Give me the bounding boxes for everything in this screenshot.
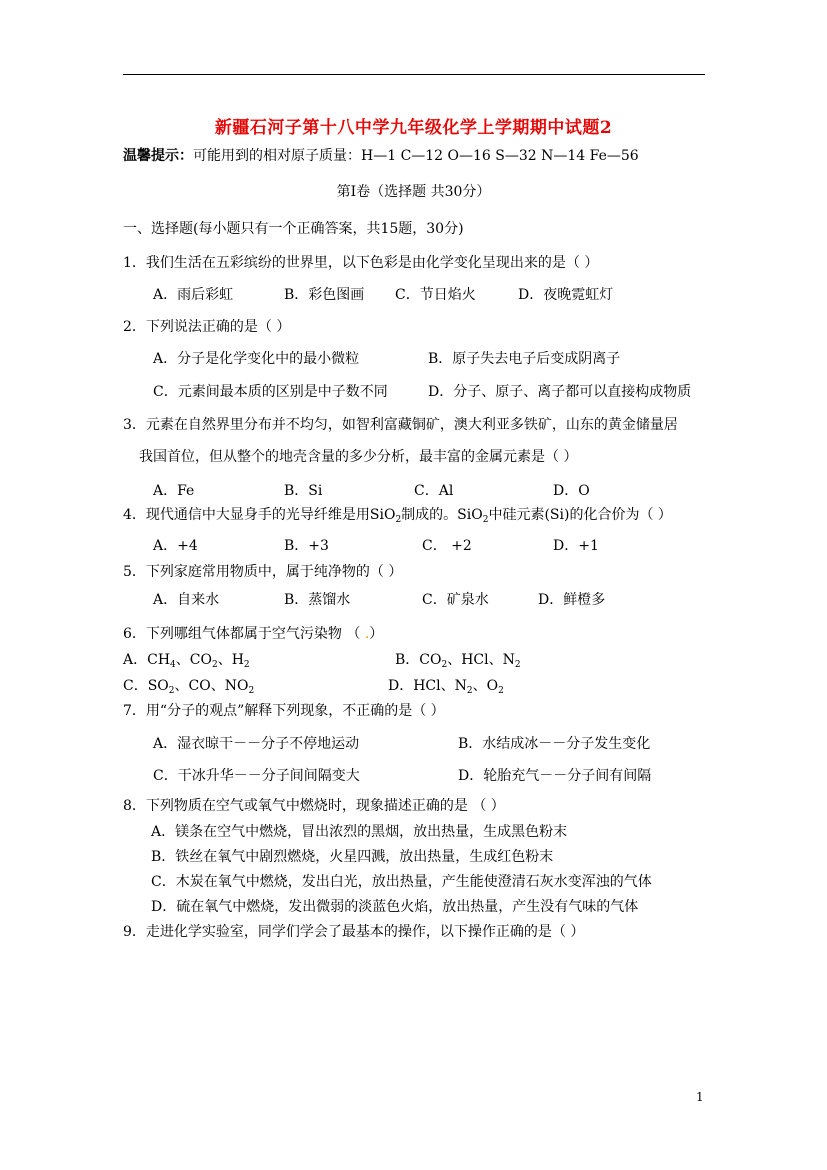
q4-option-c: C． +2 — [422, 538, 472, 554]
q4-subscript-1: 2 — [395, 515, 402, 525]
page-title: 新疆石河子第十八中学九年级化学上学期期中试题2 — [214, 118, 613, 138]
q6-stem — [123, 625, 383, 643]
q5-option-c: C．矿泉水 — [422, 592, 489, 608]
q4-option-d: D．+1 — [553, 538, 599, 554]
q2-option-b: B．原子失去电子后变成阴离子 — [428, 351, 621, 367]
hint-line — [123, 147, 639, 165]
hint-text: 可能用到的相对原子质量：H—1 C—12 O—16 S—32 N—14 Fe—56 — [193, 148, 639, 164]
part-heading: 一、选择题(每小题只有一个正确答案，共15题，30分) — [123, 221, 464, 237]
q3-option-c: C．Al — [414, 483, 454, 499]
q3-stem-line1: 3．元素在自然界里分布并不均匀，如智利富藏铜矿，澳大利亚多铁矿，山东的黄金储量居 — [123, 417, 678, 433]
q5-option-d: D．鲜橙多 — [538, 592, 606, 608]
q8-option-d: D．硫在氧气中燃烧，发出微弱的淡蓝色火焰，放出热量，产生没有气味的气体 — [151, 899, 639, 915]
q6-dot: . — [364, 626, 370, 642]
hint-label: 温馨提示： — [123, 148, 193, 164]
q3-option-d: D．O — [553, 483, 590, 499]
header-rule — [123, 74, 705, 75]
q4-stem-part3: 中硅元素(Si)的化合价为（ ） — [488, 507, 672, 523]
q4-subscript-2: 2 — [482, 515, 489, 525]
q6-option-b: B．$CO_2$、HCl、$N_2$ — [395, 652, 521, 670]
q7-option-b: B．水结成冰－－分子发生变化 — [458, 736, 651, 752]
q8-option-c: C．木炭在氧气中燃烧，发出白光，放出热量，产生能使澄清石灰水变浑浊的气体 — [151, 874, 652, 890]
q4-stem-part2: 制成的。SiO — [401, 507, 483, 523]
q3-stem-line2: 我国首位，但从整个的地壳含量的多少分析，最丰富的金属元素是（ ） — [139, 449, 578, 465]
q8-option-a: A．镁条在空气中燃烧，冒出浓烈的黑烟，放出热量，生成黑色粉末 — [151, 824, 568, 840]
q1-option-a: A．雨后彩虹 — [153, 287, 234, 303]
q7-option-c: C．干冰升华－－分子间间隔变大 — [153, 768, 360, 784]
q2-stem: 2．下列说法正确的是（ ） — [123, 319, 291, 335]
q6-stem-part1: 6．下列哪组气体都属于空气污染物 （ — [123, 626, 365, 642]
q7-option-d: D．轮胎充气－－分子间有间隔 — [458, 768, 652, 784]
q6-option-c: C．$SO_2$、CO、$NO_2$ — [123, 678, 255, 696]
q2-option-d: D．分子、原子、离子都可以直接构成物质 — [428, 384, 692, 400]
q6-option-a: A．$CH_4$、$CO_2$、$H_2$ — [123, 652, 250, 670]
q3-option-a: A．Fe — [153, 483, 195, 499]
q5-option-b: B．蒸馏水 — [284, 592, 351, 608]
q4-stem — [123, 506, 672, 529]
q1-option-d: D．夜晚霓虹灯 — [518, 287, 614, 303]
q8-stem: 8．下列物质在空气或氧气中燃烧时，现象描述正确的是 （ ） — [123, 798, 505, 814]
q1-option-b: B．彩色图画 — [284, 287, 365, 303]
q2-option-a: A．分子是化学变化中的最小微粒 — [153, 351, 360, 367]
section-heading: 第Ⅰ卷（选择题 共30分） — [336, 184, 491, 200]
q7-stem: 7．用“分子的观点”解释下列现象，不正确的是（ ） — [123, 703, 445, 719]
q7-option-a: A．湿衣晾干－－分子不停地运动 — [153, 736, 360, 752]
q9-stem: 9．走进化学实验室，同学们学会了最基本的操作，以下操作正确的是（ ） — [123, 924, 585, 940]
q5-stem: 5．下列家庭常用物质中，属于纯净物的（ ） — [123, 564, 403, 580]
q4-stem-part1: 4．现代通信中大显身手的光导纤维是用SiO — [123, 507, 396, 523]
page-number: 1 — [696, 1090, 704, 1104]
q6-stem-part2: ） — [369, 626, 384, 642]
q2-option-c: C．元素间最本质的区别是中子数不同 — [153, 384, 388, 400]
q6-option-d: D．HCl、$N_2$、$O_2$ — [388, 678, 504, 696]
q8-option-b: B．铁丝在氧气中剧烈燃烧，火星四溅，放出热量，生成红色粉末 — [151, 849, 554, 865]
q4-option-a: A．+4 — [153, 538, 198, 554]
q5-option-a: A．自来水 — [153, 592, 220, 608]
q1-option-c: C．节日焰火 — [395, 287, 476, 303]
q3-option-b: B．Si — [284, 483, 323, 499]
q4-option-b: B．+3 — [284, 538, 329, 554]
q1-stem: 1．我们生活在五彩缤纷的世界里，以下色彩是由化学变化呈现出来的是（ ） — [123, 255, 599, 271]
